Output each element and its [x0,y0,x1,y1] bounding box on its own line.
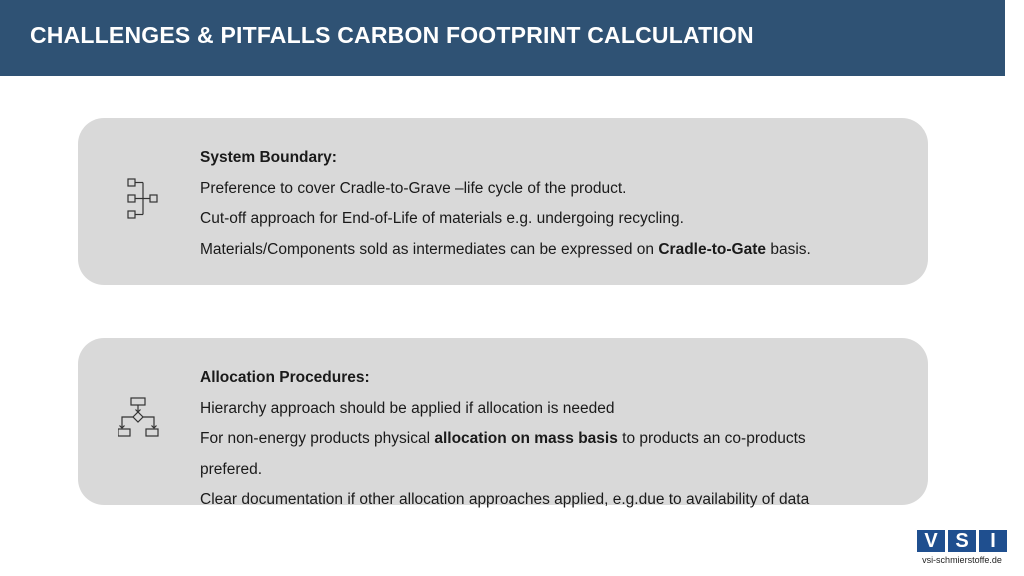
logo-letter: V [917,530,945,552]
flowchart-decision-icon [118,396,160,447]
card-heading: Allocation Procedures: [200,369,370,386]
logo-letter: S [948,530,976,552]
hierarchy-diagram-icon [118,178,160,225]
card-line [200,235,811,266]
system-boundary-card [78,118,928,285]
card-line: Cut-off approach for End-of-Life of materials e.g. undergoing recycling. [200,210,684,227]
page-title: CHALLENGES & PITFALLS CARBON FOOTPRINT CALCULATION [30,22,754,48]
text-segment: to products an co-products [617,430,806,447]
allocation-procedures-card [78,338,928,508]
card-heading: System Boundary: [200,149,337,166]
card-line: Preference to cover Cradle-to-Grave –life cycle of the product. [200,179,627,197]
title-bar [0,0,1005,76]
card-line: Clear documentation if other allocation approaches applied, e.g.due to availability of data [200,491,810,508]
card-line: prefered. [200,460,263,478]
emphasis-text: Cradle-to-Gate [658,240,767,258]
logo-website: vsi-schmierstoffe.de [922,555,1002,565]
emphasis-text: allocation on mass basis [434,430,618,447]
text-segment: Materials/Components sold as intermediates can be expressed on [200,240,659,258]
text-segment: basis. [766,240,811,258]
card-line [200,424,809,455]
text-segment: For non-energy products physical [200,430,435,447]
card-line: Hierarchy approach should be applied if allocation is needed [200,399,615,417]
logo-letter: I [979,530,1007,552]
vsi-logo [917,530,1007,565]
